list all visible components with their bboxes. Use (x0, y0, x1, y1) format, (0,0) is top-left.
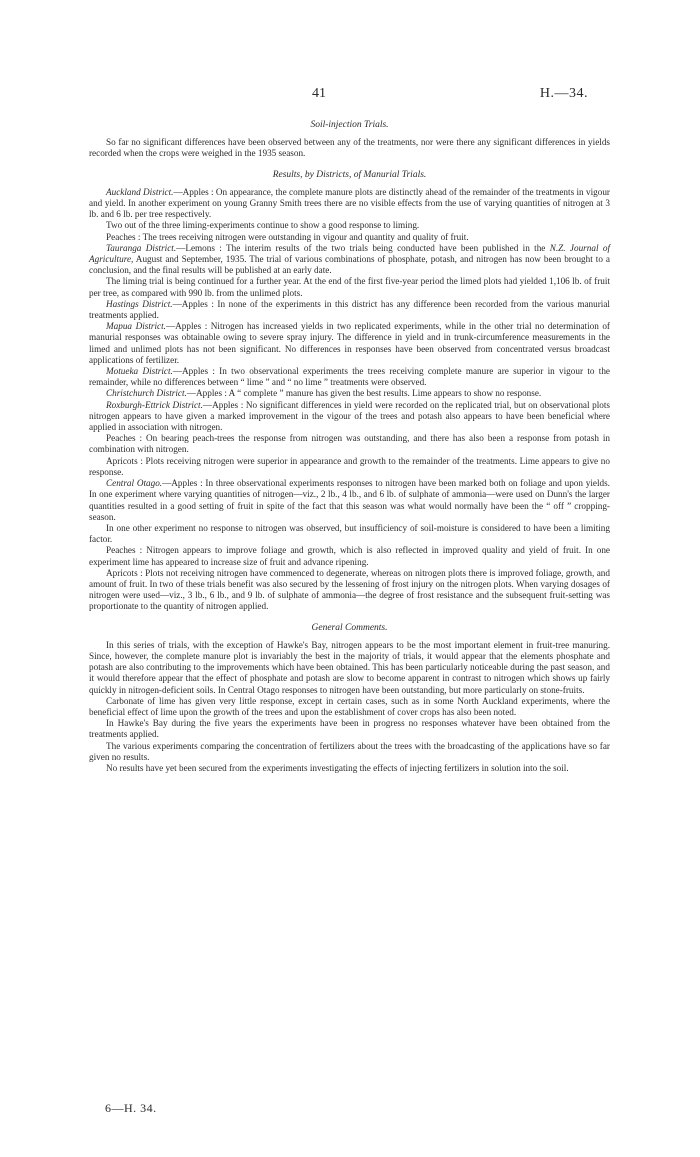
journal-title: N.Z. Journal of Agriculture (89, 242, 610, 265)
text-auckland: —Apples : On appearance, the complete manure plots are distinctly ahead of the remainder of the treatments in vigour and yield. In another experiment on young Granny Smith trees there are no visible effects from the use of varying quantities of nitrogen at 3 lb. and 6 lb. per tree respectively. (89, 186, 610, 220)
page-header (0, 88, 700, 104)
text-christchurch: —Apples : A “ complete ” manure has given the best results. Lime appears to show no response. (186, 388, 542, 399)
heading-results-by-district: Results, by Districts, of Manurial Trials. (272, 169, 427, 180)
page-number: 41 (312, 86, 326, 101)
document-reference: H.—34. (539, 86, 588, 101)
place-motueka: Motueka District. (106, 366, 173, 377)
paragraph-hastings (89, 299, 610, 321)
text-tauranga-b: , August and September, 1935. The trial of various combinations of phosphate, potash, and nitrogen has now been brought to a conclusion, and the final results will be published at an early date. (89, 254, 610, 276)
paragraph-central-otago (89, 478, 610, 523)
text-mapua: —Apples : Nitrogen has increased yields in two replicated experiments, while in the other trial no determination of manurial responses was obtainable owing to severe spray injury. The difference in yield and in trunk-circumference measurements in the limed and unlimed plots has not been significant. No differences in responses have been observed from concentrated versus broadcast applications of fertilizer. (89, 321, 610, 365)
paragraph-mapua (89, 321, 610, 366)
paragraph-general-2: Carbonate of lime has given very little response, except in certain cases, such as in some North Auckland experiments, where the beneficial effect of lime upon the growth of the trees and upon the establishment of cover crops has also been noted. (89, 695, 610, 717)
heading-general-comments: General Comments. (311, 622, 388, 633)
paragraph-peaches-auckland: Peaches : The trees receiving nitrogen were outstanding in vigour and quantity and quality of fruit. (106, 231, 469, 242)
paragraph-soil-injection: So far no significant differences have been observed between any of the treatments, nor were there any significant differences in yields recorded when the crops were weighed in the 1935 season. (89, 137, 610, 159)
paragraph-apricots-otago: Apricots : Plots not receiving nitrogen have commenced to degenerate, whereas on nitrogen plots there is improved foliage, growth, and amount of fruit. In two of these trials benefit was also secured by the lessening of frost injury on the nitrogen plots. When varying dosages of nitrogen were used—viz., 3 lb., 6 lb., and 9 lb. of sulphate of ammonia—the degree of frost resistance and the subsequent fruit-setting was proportionate to the quantity of nitrogen applied. (89, 567, 610, 612)
paragraph-general-4: The various experiments comparing the concentration of fertilizers about the trees with the broadcasting of the applications have so far given no results. (89, 740, 610, 762)
paragraph-general-5: No results have yet been secured from the experiments investigating the effects of injecting fertilizers in solution into the soil. (106, 762, 569, 773)
paragraph-general-3: In Hawke's Bay during the five years the experiments have been in progress no responses whatever have been obtained from the treatments applied. (89, 718, 610, 740)
paragraph-peaches-otago: Peaches : Nitrogen appears to improve foliage and growth, which is also reflected in improved quality and yield of fruit. In one experiment lime has appeared to increase size of fruit and advance ripening. (89, 545, 610, 567)
place-tauranga: Tauranga District. (106, 242, 177, 253)
paragraph-liming-tauranga: The liming trial is being continued for a further year. At the end of the first five-year period the limed plots had yielded 1,106 lb. of fruit per tree, as compared with 990 lb. from the unlimed plots. (89, 276, 610, 298)
text-central-otago: —Apples : In three observational experiments responses to nitrogen have been marked both on foliage and upon yields. In one experiment where varying quantities of nitrogen—viz., 2 lb., 4 lb., and 6 lb. of sulphate of ammonia—were used on Dunn's the larger quantities resulted in a good setting of fruit in spite of the fact that this season was what would normally have been the “ off ” cropping-season. (89, 478, 610, 522)
page-body (89, 120, 610, 774)
paragraph-otago-other: In one other experiment no response to nitrogen was observed, but insufficiency of soil-moisture is considered to have been a limiting factor. (89, 522, 610, 545)
place-auckland: Auckland District. (106, 186, 174, 197)
paragraph-christchurch (89, 388, 610, 399)
place-roxburgh: Roxburgh-Ettrick District. (106, 399, 203, 410)
place-hastings: Hastings District. (106, 298, 173, 309)
paragraph-motueka (89, 366, 610, 388)
place-christchurch: Christchurch District. (106, 388, 187, 399)
paragraph-general-1: In this series of trials, with the exception of Hawke's Bay, nitrogen appears to be the most important element in fruit-tree manuring. Since, however, the complete manure plot is invariably the best in the majority of trials, it would appear that the elements phosphate and potash are also contributing to the improvements which have been obtained. This has been particularly noticeable during the past season, and it would therefore appear that the effect of phosphate and potash are slow to become apparent in contrast to nitrogen which shows up fairly quickly in nitrogen-deficient soils. In Central Otago responses to nitrogen have been outstanding, but more particularly on stone-fruits. (89, 639, 610, 695)
paragraph-peaches-roxburgh: Peaches : On bearing peach-trees the response from nitrogen was outstanding, and there has also been a response from potash in combination with nitrogen. (89, 433, 610, 455)
paragraph-apricots-roxburgh: Apricots : Plots receiving nitrogen were superior in appearance and growth to the remainder of the treatments. Lime appears to give no response. (89, 455, 610, 477)
place-central-otago: Central Otago. (106, 478, 163, 489)
signature-mark: 6—H. 34. (105, 1101, 157, 1115)
paragraph-tauranga (89, 243, 610, 277)
text-tauranga-a: —Lemons : The interim results of the two trials being conducted have been published in the (176, 242, 550, 253)
paragraph-roxburgh (89, 400, 610, 434)
text-hastings: —Apples : In none of the experiments in this district has any difference been recorded from the various manurial treatments applied. (89, 298, 610, 321)
text-motueka: —Apples : In two observational experiments the trees receiving complete manure are superior in vigour to the remainder, while no differences between “ lime ” and “ no lime ” treatments were observed. (89, 366, 610, 388)
text-roxburgh: —Apples : No significant differences in yield were recorded on the replicated trial, but on observational plots nitrogen appears to have given a marked improvement in the vigour of the trees and potash also appears to have been beneficial where applied in association with nitrogen. (89, 399, 610, 433)
heading-soil-injection: Soil-injection Trials. (310, 120, 389, 130)
paragraph-auckland (89, 187, 610, 221)
place-mapua: Mapua District. (106, 321, 166, 332)
paragraph-liming: Two out of the three liming-experiments continue to show a good response to liming. (106, 220, 420, 231)
